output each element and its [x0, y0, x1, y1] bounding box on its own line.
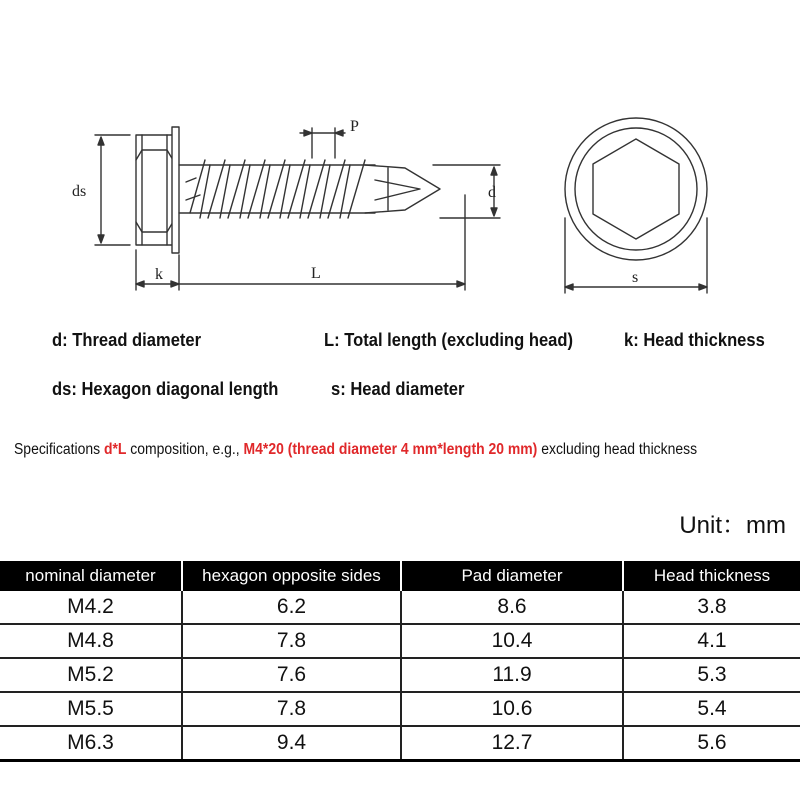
- table-cell: 10.4: [401, 624, 623, 658]
- table-cell: 5.4: [623, 692, 800, 726]
- spec-text-3: excluding head thickness: [537, 441, 698, 458]
- label-P: P: [350, 118, 359, 135]
- table-header-row: [0, 561, 800, 591]
- table-cell: M4.2: [0, 591, 182, 624]
- table-row: [0, 692, 800, 726]
- table-cell: 11.9: [401, 658, 623, 692]
- table-cell: 9.4: [182, 726, 401, 761]
- table-row: [0, 624, 800, 658]
- header-nominal-diameter: nominal diameter: [0, 561, 182, 591]
- header-head-thickness: Head thickness: [623, 561, 800, 591]
- table-cell: M5.5: [0, 692, 182, 726]
- label-k: k: [155, 266, 163, 283]
- label-d: d: [488, 184, 496, 201]
- table-cell: 4.1: [623, 624, 800, 658]
- legend-s: s: Head diameter: [331, 379, 465, 399]
- legend-k: k: Head thickness: [624, 330, 765, 350]
- unit-label: Unit：mm: [679, 512, 786, 539]
- table-cell: M6.3: [0, 726, 182, 761]
- table-cell: 12.7: [401, 726, 623, 761]
- table-cell: 10.6: [401, 692, 623, 726]
- label-L: L: [311, 265, 321, 282]
- table-cell: 6.2: [182, 591, 401, 624]
- specification-note: [14, 441, 725, 459]
- label-ds: ds: [72, 183, 87, 200]
- table-cell: 7.6: [182, 658, 401, 692]
- table-row: [0, 726, 800, 761]
- table-row: [0, 591, 800, 624]
- table-cell: 7.8: [182, 624, 401, 658]
- table-cell: M5.2: [0, 658, 182, 692]
- label-s: s: [632, 269, 639, 286]
- legend-ds: ds: Hexagon diagonal length: [52, 379, 279, 399]
- screw-technical-drawing: [0, 0, 800, 320]
- spec-text-2: composition, e.g.,: [126, 441, 244, 458]
- spec-highlight-dl: d*L: [103, 441, 127, 458]
- table-row: [0, 658, 800, 692]
- table-cell: M4.8: [0, 624, 182, 658]
- table-cell: 7.8: [182, 692, 401, 726]
- table-cell: 5.3: [623, 658, 800, 692]
- specification-table: [0, 561, 800, 762]
- table-cell: 5.6: [623, 726, 800, 761]
- header-hexagon-opposite-sides: hexagon opposite sides: [182, 561, 401, 591]
- header-pad-diameter: Pad diameter: [401, 561, 623, 591]
- spec-text-1: Specifications: [14, 441, 104, 458]
- legend-L: L: Total length (excluding head): [324, 330, 574, 350]
- table-cell: 3.8: [623, 591, 800, 624]
- legend-d: d: Thread diameter: [52, 330, 202, 350]
- table-cell: 8.6: [401, 591, 623, 624]
- spec-highlight-example: M4*20 (thread diameter 4 mm*length 20 mm): [243, 441, 538, 458]
